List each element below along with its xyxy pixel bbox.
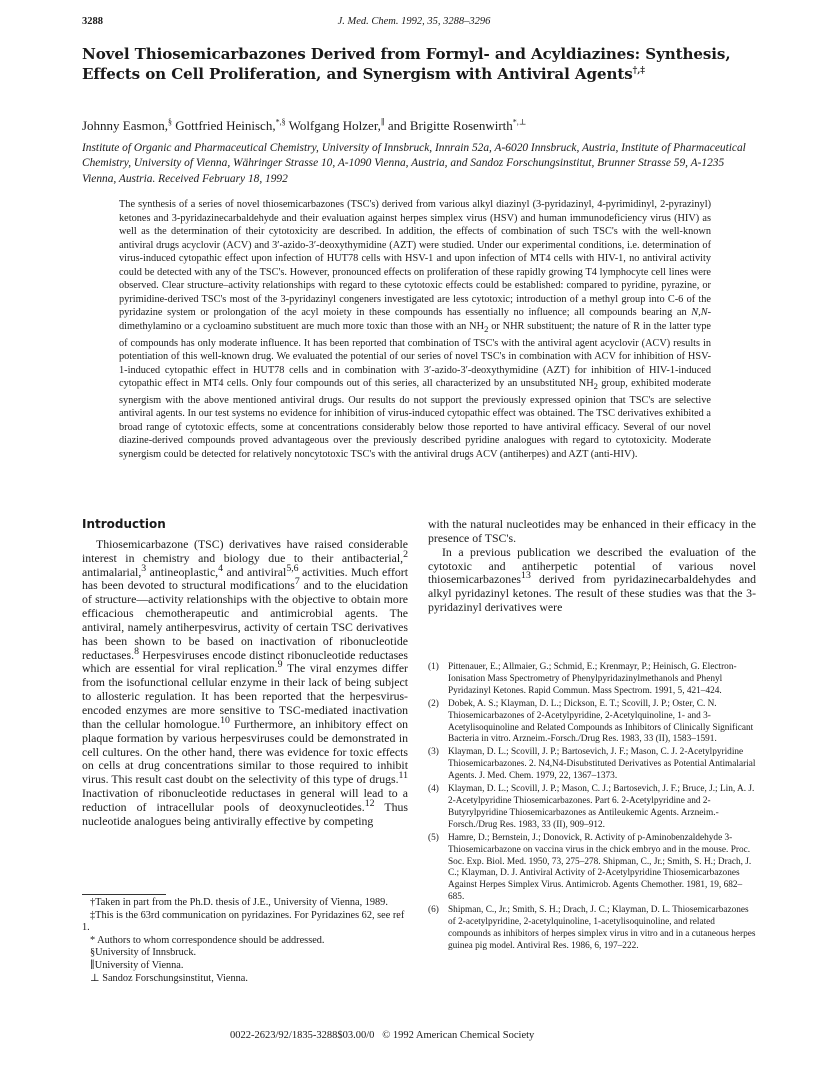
intro-text-5: activities. Much effort has been devoted to structural modifications <box>82 564 408 593</box>
reference-number: (2) <box>428 698 439 709</box>
author-4: and Brigitte Rosenwirth <box>384 118 513 133</box>
intro-text-6: and to the elucidation of structure—activity relationships with the objective to obtain more efficacious chemotherapeutic and antimicrobial agents. The antiviral, namely antiherpesvirus, activity of certain TSC derivatives has been shown to be based on inactivation of ribonucleotide reductases. <box>82 578 408 662</box>
footnote: ∥University of Vienna. <box>90 959 184 971</box>
right-paragraph-2 <box>428 546 756 615</box>
reference-item <box>428 747 756 783</box>
abstract-sub-2: 2 <box>484 323 489 334</box>
ref-mark: 5,6 <box>286 562 299 574</box>
reference-text: Pittenauer, E.; Allmaier, G.; Schmid, E.; Krenmayr, P.; Heinisch, G. Electron-Ionisation Mass Spectrometry of Phenylpyridazinylmethanols and Phenyl Pyridazinyl Ketones. Rapid Commun. Mass Spectrom. 1991, 5, 421–424. <box>448 662 737 696</box>
title-footnote-marks: †,‡ <box>632 65 645 76</box>
author-2-mark: *,§ <box>275 117 286 127</box>
intro-text-1: Thiosemicarbazone (TSC) derivatives have raised considerable interest in chemistry and biology due to their antibacterial, <box>82 536 408 565</box>
right-text-3: derived from pyridazinecarbaldehydes and alkyl pyridazinyl ketones. The result of these studies was that the 3-pyridazinyl derivatives were <box>428 572 756 615</box>
abstract-nn: N,N <box>691 307 708 319</box>
title-text: Novel Thiosemicarbazones Derived from Formyl- and Acyldiazines: Synthesis, Effects on Cell Proliferation, and Synergism with Antiviral Agents <box>82 45 731 83</box>
right-text-2: In a previous publication we described the evaluation of the cytotoxic and antiherpetic potential of various novel thiosemicarbazones <box>428 544 756 587</box>
reference-number: (5) <box>428 832 439 843</box>
abstract-sub-3: 2 <box>593 381 598 392</box>
intro-text-8: The viral enzymes differ from the isofunctional cellular enzyme in their lack of being subject to allosteric regulation. It has been reported that the herpesvirus-encoded enzymes are more sensitive to TSC-mediated inactivation than the cellular homologue. <box>82 661 408 731</box>
ref-mark: 11 <box>398 770 408 782</box>
reference-list <box>428 662 756 954</box>
page-number: 3288 <box>82 16 103 27</box>
reference-text: Shipman, C., Jr.; Smith, S. H.; Drach, J. C.; Klayman, D. L. Thiosemicarbazones of 2-acetylpyridine, 2-acetylquinoline, 1-acetylisoquinoline, and related compounds as inhibitors of herpes simplex virus in vitro and in a cutaneous herpes guinea pig model. Antiviral Res. 1986, 6, 197–222. <box>448 905 756 951</box>
intro-text-11: Thus nucleotide analogues being antivirally effective by competing <box>82 799 408 828</box>
ref-mark: 9 <box>277 659 283 671</box>
abstract <box>119 198 711 461</box>
abstract-part-4: group, exhibited moderate synergism with the above mentioned antiviral drugs. Our results do not support the previously expressed opinion that TSC's are selective antiviral agents. In our test systems no evidence for inhibition of virus-induced cytopathic effect was obtained. The TSC derivatives exhibited a broad range of cytotoxic effects, some at concentrations considerably below those reported to have antiviral efficacy. Several of our novel diazine-derived compounds proved advantageous over the previously described pyridine analogues with regard to cytotoxicity. Moderate synergism could be detected for relatively noncytotoxic TSC's with the antiviral drugs ACV (antiherpes) and AZT (anti-HIV). <box>119 378 711 460</box>
intro-text-7: Herpesviruses encode distinct ribonucleotide reductases which are essential for viral replication. <box>82 647 408 676</box>
article-title <box>82 44 750 84</box>
ref-mark: 8 <box>134 645 139 657</box>
reference-number: (3) <box>428 747 439 758</box>
author-3: Wolfgang Holzer, <box>285 118 381 133</box>
abstract-part-2: -dimethylamino or a cycloamino substituent are much more toxic than those with an NH <box>119 307 711 332</box>
reference-number: (6) <box>428 905 439 916</box>
reference-text: Klayman, D. L.; Scovill, J. P.; Bartosevich, J. F.; Mason, C. J. 2-Acetylpyridine Thiosemicarbazones. 2. N4,N4-Disubstituted Derivatives as Potential Antimalarial Agents. J. Med. Chem. 1979, 22, 1367–1373. <box>448 747 756 782</box>
copyright: © 1992 American Chemical Society <box>382 1030 535 1041</box>
author-4-mark: *,⊥ <box>512 117 527 127</box>
reference-item <box>428 662 756 698</box>
footnote: †Taken in part from the Ph.D. thesis of J.E., University of Vienna, 1989. <box>90 897 388 908</box>
right-paragraph-1: with the natural nucleotides may be enhanced in their efficacy in the presence of TSC's. <box>428 517 756 545</box>
footnotes <box>82 897 408 985</box>
footnote: ⊥ Sandoz Forschungsinstitut, Vienna. <box>90 972 248 984</box>
intro-text-9: Furthermore, an inhibitory effect on plaque formation by various herpesviruses could be demonstrated in cell cultures. On the other hand, there was evidence for toxic effects on cells at drug concentrations similar to those required to inhibit virus. This result cast doubt on the selectivity of this type of drugs. <box>82 716 408 787</box>
section-heading-introduction: Introduction <box>82 517 166 531</box>
ref-mark: 4 <box>218 562 224 574</box>
journal-citation: J. Med. Chem. 1992, 35, 3288–3296 <box>337 16 491 27</box>
ref-mark: 2 <box>403 548 408 560</box>
reference-item <box>428 699 756 747</box>
footnote-divider <box>82 894 166 895</box>
intro-text-3: antineoplastic, <box>146 564 219 579</box>
intro-paragraph <box>82 538 408 829</box>
abstract-part-1: The synthesis of a series of novel thiosemicarbazones (TSC's) derived from various alkyl diazinyl (3-pyridazinyl, 4-pyrimidinyl, 2-pyrazinyl) ketones and 3-pyridazinecarbaldehyde and their evaluation against herpes simplex virus (HSV) and human immunodeficiency virus (HIV) as well as the determination of their cytotoxicity are described. In addition, the effects of combination of such TSC's with the well-known antiviral drugs acyclovir (ACV) and 3′-azido-3′-deoxythymidine (AZT) were studied. Under our experimental conditions, i.e. determination of virus-induced cytopathic effect upon infection of HUT78 cells with HSV-1 and upon infection of MT4 cells with HIV-1, no antiviral activity could be detected with any of the TSC's. However, pronounced effects on proliferation of these rapidly growing T4 lymphocyte cell lines were observed. Clear structure–activity relationships with regard to these cytotoxic effects could be established: compared to pyridine, pyrazine, or pyrimidine-derived TSC's most of the 3-pyridazinyl congeners investigated are less cytotoxic; introduction of a methyl group into C-6 of the pyridazine system or prolongation of the acyl moiety in these compounds has essentially no influence; all compounds bearing an <box>119 199 711 319</box>
page-footer <box>230 1030 630 1041</box>
left-column <box>82 518 408 829</box>
author-list <box>82 118 750 134</box>
author-1-mark: § <box>167 117 172 127</box>
intro-text-4: and antiviral <box>223 564 287 579</box>
article-code: 0022-2623/92/1835-3288$03.00/0 <box>230 1030 375 1041</box>
reference-text: Hamre, D.; Bernstein, J.; Donovick, R. Activity of p-Aminobenzaldehyde 3-Thiosemicarbazone on vaccina virus in the chick embryo and in the mouse. Proc. Soc. Exp. Biol. Med. 1950, 73, 275–278. Shipman, C., Jr.; Smith, S. H.; Drach, J. C.; Klayman, D. J. Antiviral Activity of 2-Acetylpyridine Thiosemicarbazones Against Herpes Simplex Virus. Antimicrob. Agents Chemother. 1981, 19, 682–685. <box>448 832 752 903</box>
ref-mark: 13 <box>521 570 531 582</box>
affiliations: Institute of Organic and Pharmaceutical Chemistry, University of Innsbruck, Innrain 52a, A-6020 Innsbruck, Austria, Institute of Pharmaceutical Chemistry, University of Vienna, Währinger Strasse 10, A-1090 Vienna, Austria, and Sandoz Forschungsinstitut, Brunner Strasse 59, A-1235 Vienna, Austria. Received February 18, 1992 <box>82 142 746 185</box>
right-column <box>428 518 756 615</box>
intro-text-2: antimalarial, <box>82 564 142 579</box>
reference-item <box>428 833 756 904</box>
author-3-mark: ∥ <box>380 117 385 127</box>
author-1: Johnny Easmon, <box>82 118 168 133</box>
footnote: ‡This is the 63rd communication on pyridazines. For Pyridazines 62, see ref 1. <box>82 909 405 934</box>
reference-text: Klayman, D. L.; Scovill, J. P.; Mason, C. J.; Bartosevich, J. F.; Bruce, J.; Lin, A. J. 2-Acetylpyridine Thiosemicarbazones. Part 6. 2-Acetylpyridine and 2-Butyrylpyridine Thiosemicarbazones as Antileukemic Agents. Arzneim.-Forsch./Drug Res. 1983, 33 (II), 909–912. <box>448 784 755 830</box>
reference-text: Dobek, A. S.; Klayman, D. L.; Dickson, E. T.; Scovill, J. P.; Oster, C. N. Thiosemicarbazones of 2-Acetylpyridine, 2-Acetylquinoline, 1- and 3-Acetylisoquinoline and Related Compounds as Inhibitors of Clinically Significant Bacteria in vitro. Arzneim.-Forsch./Drug Res. 1983, 33 (II), 1583–1591. <box>448 698 754 745</box>
ref-mark: 10 <box>220 714 230 726</box>
ref-mark: 3 <box>141 562 147 574</box>
author-2: Gottfried Heinisch, <box>171 118 276 133</box>
footnote: * Authors to whom correspondence should be addressed. <box>90 934 325 946</box>
ref-mark: 7 <box>294 576 300 588</box>
footnote: §University of Innsbruck. <box>90 947 197 959</box>
intro-text-10: Inactivation of ribonucleotide reductases in general will lead to a reduction of intracellular pools of deoxynucleotides. <box>82 786 408 814</box>
reference-number: (4) <box>428 784 439 795</box>
reference-item <box>428 784 756 832</box>
abstract-part-3: or NHR substituent; the nature of R in the latter type of compounds has only moderate influence. It has been reported that combination of TSC's with the antiviral agent acyclovir (ACV) results in potentiation of this well-known drug. We evaluated the potential of our series of novel TSC's in combination with ACV for inhibition of HSV-1-induced cytopathic effect in HUT78 cells and in combination with 3′-azido-3′-deoxythymidine (AZT) for inhibition of HIV-1-induced cytopathic effect in MT4 cells. Only four compounds out of this series, all characterized by an unsubstituted NH <box>119 320 711 390</box>
ref-mark: 12 <box>364 797 375 809</box>
reference-number: (1) <box>428 662 439 672</box>
reference-item <box>428 905 756 953</box>
